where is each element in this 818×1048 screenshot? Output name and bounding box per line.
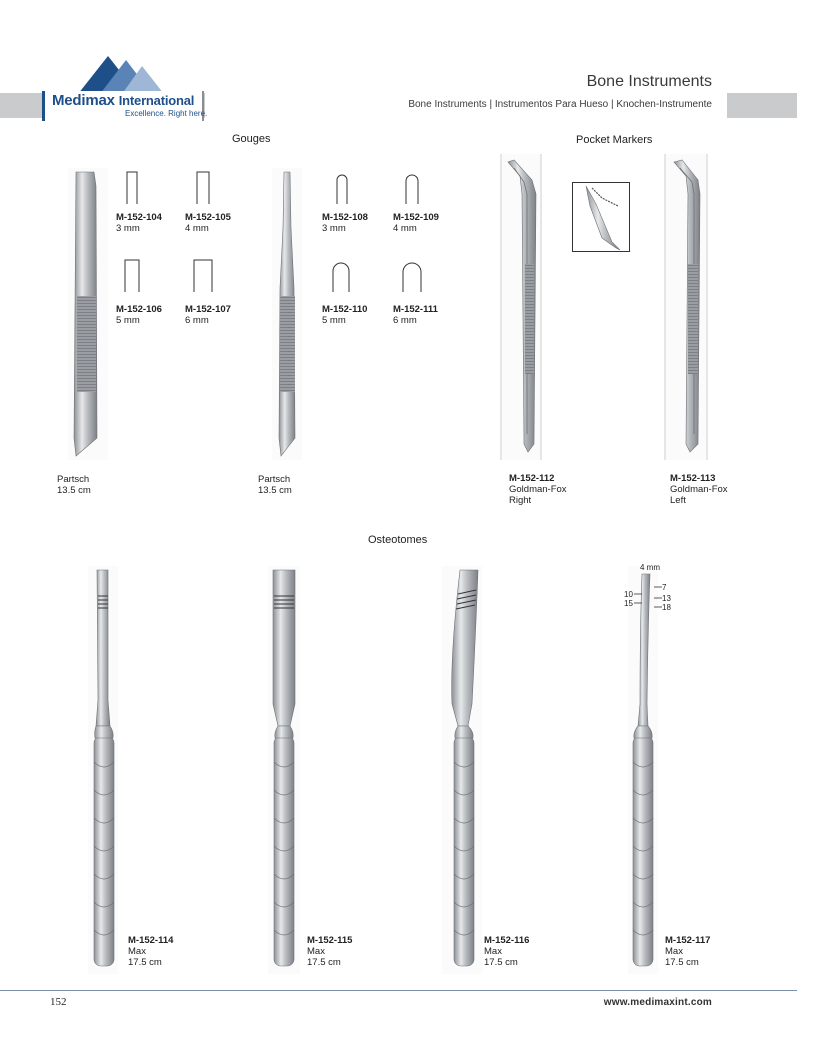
scale-mark: 10 [624, 590, 633, 599]
pocket-marker-image [664, 154, 708, 460]
osteotomes-title: Osteotomes [368, 534, 428, 546]
product-size: 6 mm [185, 315, 209, 326]
instrument-length: 17.5 cm [665, 957, 699, 968]
product-code: M-152-111 [393, 304, 438, 315]
round-profile-icon [331, 260, 351, 292]
pocket-markers-title: Pocket Markers [576, 134, 653, 146]
scale-mark: 18 [662, 603, 671, 612]
product-code: M-152-117 [665, 935, 711, 946]
product-code: M-152-115 [307, 935, 353, 946]
instrument-length: 17.5 cm [307, 957, 341, 968]
instrument-length: 13.5 cm [258, 485, 292, 496]
instrument-name: Max [484, 946, 502, 957]
square-profile-icon [196, 170, 210, 204]
product-code: M-152-107 [185, 304, 231, 315]
gouge-item [393, 304, 438, 326]
gouge-item [185, 304, 231, 326]
product-code: M-152-112 [509, 473, 555, 484]
osteotome-image [442, 566, 482, 974]
product-code: M-152-104 [116, 212, 162, 223]
brand-tagline: Excellence. Right here. [125, 109, 208, 118]
scale-mark: 13 [662, 594, 671, 603]
product-code: M-152-106 [116, 304, 162, 315]
website-link[interactable]: www.medimaxint.com [603, 997, 712, 1008]
brand-name: Medimax International [52, 92, 195, 109]
instrument-name: Max [665, 946, 683, 957]
round-profile-icon [404, 172, 420, 204]
product-code: M-152-113 [670, 473, 716, 484]
osteotome-caption [484, 935, 529, 968]
scale-width-label: 4 mm [640, 563, 660, 572]
scale-mark: 15 [624, 599, 633, 608]
osteotome-image [88, 566, 118, 974]
scale-ticks [634, 584, 662, 612]
osteotome-caption [128, 935, 173, 968]
square-profile-icon [125, 170, 139, 204]
pocket-marker-tip-detail [572, 182, 630, 252]
instrument-side: Right [509, 495, 532, 506]
header-subtitle: Bone Instruments | Instrumentos Para Hueso | Knochen-Instrumente [408, 99, 712, 110]
gouge-item [322, 304, 367, 326]
instrument-name: Goldman-Fox [509, 484, 567, 495]
product-code: M-152-110 [322, 304, 368, 315]
instrument-name: Partsch [57, 474, 90, 485]
gouge-item [393, 212, 439, 234]
round-profile-icon [401, 260, 423, 292]
gouge-item [322, 212, 368, 234]
product-size: 5 mm [116, 315, 140, 326]
product-size: 3 mm [322, 223, 346, 234]
osteotome-image [268, 566, 300, 974]
pocket-marker-caption [670, 473, 728, 506]
osteotome-caption [665, 935, 710, 968]
instrument-name: Goldman-Fox [670, 484, 728, 495]
gouge-instrument-image [272, 168, 302, 460]
osteotome-caption [307, 935, 352, 968]
round-profile-icon [335, 172, 349, 204]
product-code: M-152-109 [393, 212, 439, 223]
instrument-length: 13.5 cm [57, 485, 91, 496]
gouges-title: Gouges [232, 133, 271, 145]
gouge-item [116, 304, 162, 326]
instrument-name: Max [307, 946, 325, 957]
product-size: 6 mm [393, 315, 417, 326]
product-code: M-152-116 [484, 935, 530, 946]
product-code: M-152-105 [185, 212, 231, 223]
footer-divider [0, 990, 797, 991]
product-size: 4 mm [185, 223, 209, 234]
gouge-item [116, 212, 162, 234]
product-size: 3 mm [116, 223, 140, 234]
gouge-instrument-image [68, 168, 108, 460]
instrument-length: 17.5 cm [128, 957, 162, 968]
square-profile-icon [123, 258, 141, 292]
scale-mark: 7 [662, 583, 667, 592]
product-code: M-152-114 [128, 935, 174, 946]
square-profile-icon [193, 258, 213, 292]
gouge-item [185, 212, 231, 234]
logo-mountain-icon [78, 52, 168, 94]
brand-logo [42, 91, 208, 121]
instrument-side: Left [670, 495, 686, 506]
instrument-name: Max [128, 946, 146, 957]
pocket-marker-caption [509, 473, 567, 506]
pocket-marker-image [500, 154, 542, 460]
product-code: M-152-108 [322, 212, 368, 223]
instrument-name: Partsch [258, 474, 291, 485]
instrument-length: 17.5 cm [484, 957, 518, 968]
gouge-caption [57, 474, 91, 496]
page-number: 152 [50, 996, 67, 1008]
product-size: 5 mm [322, 315, 346, 326]
gouge-caption [258, 474, 292, 496]
osteotome-image [628, 566, 658, 974]
product-size: 4 mm [393, 223, 417, 234]
page-title: Bone Instruments [586, 73, 712, 90]
